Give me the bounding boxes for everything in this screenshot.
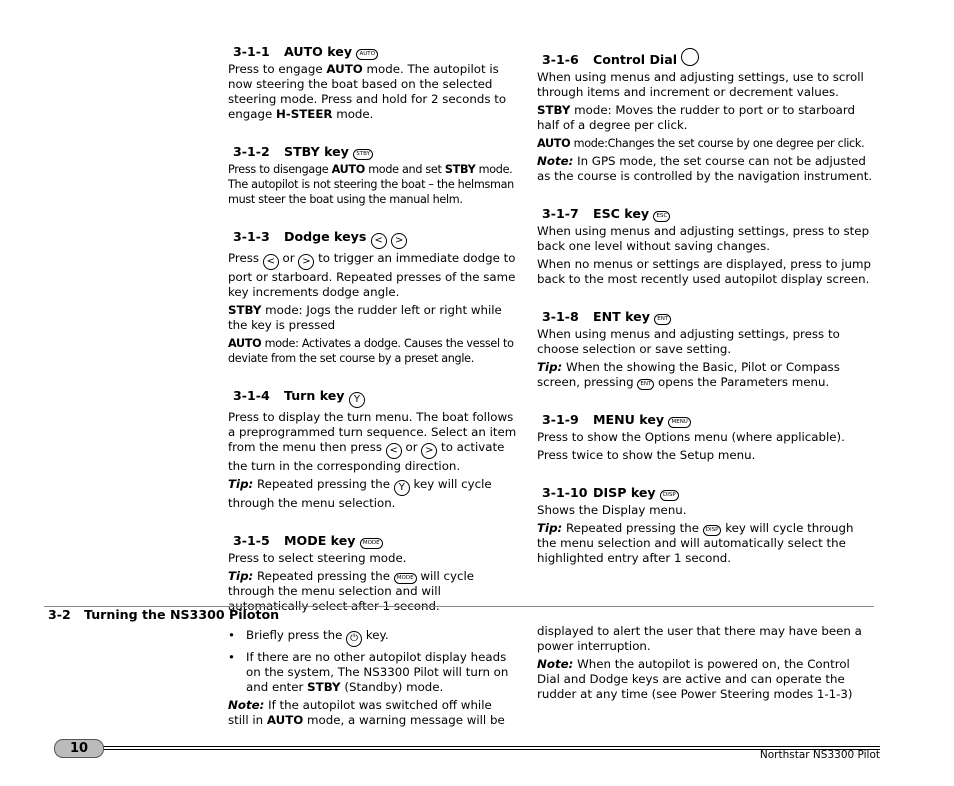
paragraph: Press to show the Options menu (where applicable). xyxy=(537,430,845,444)
paragraph: STBY mode: Jogs the rudder left or right while the key is pressed xyxy=(228,303,502,332)
section-3-1-10 xyxy=(537,485,873,566)
section-heading: 3-1-1 AUTO key AUTO xyxy=(233,44,520,60)
note: Note: When the autopilot is powered on, the Control Dial and Dodge keys are active and can operate the rudder at any time (see Power Steering modes 1-1-3) xyxy=(537,657,853,701)
section-heading: 3-1-4 Turn key Y xyxy=(233,388,520,408)
ent-key-icon: ENT xyxy=(637,379,654,390)
mode-key-icon: MODE xyxy=(394,573,417,584)
turn-key-icon: Y xyxy=(394,480,410,496)
dodge-left-icon: < xyxy=(386,443,402,459)
section-heading: 3-1-9 MENU key MENU xyxy=(542,412,873,428)
turn-key-icon: Y xyxy=(349,392,365,408)
section-heading: 3-1-10 DISP key DISP xyxy=(542,485,873,501)
mode-key-icon: MODE xyxy=(360,538,383,549)
note: Note: If the autopilot was switched off while still in AUTO mode, a warning message will be xyxy=(228,698,505,727)
paragraph: Shows the Display menu. xyxy=(537,503,687,517)
power-key-icon: ⏻ xyxy=(346,631,362,647)
section-heading: 3-1-7 ESC key ESC xyxy=(542,206,873,222)
paragraph: When using menus and adjusting settings, press to step back one level without saving changes. xyxy=(537,224,870,253)
paragraph: displayed to alert the user that there may have been a power interruption. xyxy=(537,624,862,653)
section-3-1-4 xyxy=(228,388,520,511)
section-heading: 3-1-6 Control Dial xyxy=(542,48,873,68)
section-3-1-8 xyxy=(537,309,873,390)
paragraph: Press to disengage AUTO mode and set STBY mode. The autopilot is not steering the boat – the helmsman must steer the boat using the manual helm. xyxy=(228,163,514,206)
footer-rule xyxy=(100,746,880,747)
page-number: 10 xyxy=(54,739,104,758)
control-dial-icon xyxy=(681,48,699,66)
paragraph: Press to engage AUTO mode. The autopilot is now steering the boat based on the selected steering mode. Press and hold for 2 seconds to engage H-STEER mode. xyxy=(228,62,507,121)
section-3-2-left-column xyxy=(228,628,512,731)
ent-key-icon: ENT xyxy=(654,314,671,325)
paragraph: Press < or > to trigger an immediate dodge to port or starboard. Repeated presses of the same key increments dodge angle. xyxy=(228,251,516,299)
paragraph: When using menus and adjusting settings, use to scroll through items and increment or decrement values. xyxy=(537,70,864,99)
auto-key-icon: AUTO xyxy=(356,49,377,60)
section-heading-3-2: 3-2 Turning the NS3300 Piloton xyxy=(48,607,280,622)
disp-key-icon: DISP xyxy=(660,490,679,501)
tip: Tip: Repeated pressing the MODE will cycle through the menu selection and will automatically select after 1 second. xyxy=(228,569,475,613)
esc-key-icon: ESC xyxy=(653,211,670,222)
dodge-left-icon: < xyxy=(263,254,279,270)
tip: Tip: When the showing the Basic, Pilot or Compass screen, pressing ENT opens the Parameters menu. xyxy=(537,360,840,389)
section-heading: 3-1-5 MODE key MODE xyxy=(233,533,520,549)
section-3-1-9 xyxy=(537,412,873,463)
section-heading: 3-1-3 Dodge keys < > xyxy=(233,229,520,249)
paragraph: AUTO mode:Changes the set course by one degree per click. xyxy=(537,137,865,150)
right-column xyxy=(537,48,873,569)
section-3-1-3 xyxy=(228,229,520,366)
paragraph: Press twice to show the Setup menu. xyxy=(537,448,756,462)
section-3-1-7 xyxy=(537,206,873,287)
dodge-right-icon: > xyxy=(298,254,314,270)
note: Note: In GPS mode, the set course can not be adjusted as the course is controlled by the navigation instrument. xyxy=(537,154,873,183)
section-heading: 3-1-2 STBY key STBY xyxy=(233,144,520,160)
list-item: • Briefly press the ⏻ key. xyxy=(228,628,512,647)
list-item: • If there are no other autopilot display heads on the system, The NS3300 Pilot will turn on and enter STBY (Standby) mode. xyxy=(228,650,512,695)
section-heading: 3-1-8 ENT key ENT xyxy=(542,309,873,325)
paragraph: Press to display the turn menu. The boat follows a preprogrammed turn sequence. Select an item from the menu then press < or > to activate the turn in the corresponding direction. xyxy=(228,410,517,473)
paragraph: When no menus or settings are displayed, press to jump back to the most recently used autopilot display screen. xyxy=(537,257,871,286)
section-3-1-2 xyxy=(228,144,520,207)
menu-key-icon: MENU xyxy=(668,417,690,428)
disp-key-icon: DISP xyxy=(703,525,722,536)
tip: Tip: Repeated pressing the Y key will cycle through the menu selection. xyxy=(228,477,492,510)
bullet-list xyxy=(228,628,512,695)
stby-key-icon: STBY xyxy=(353,149,373,160)
paragraph: When using menus and adjusting settings, press to choose selection or save setting. xyxy=(537,327,840,356)
dodge-left-icon: < xyxy=(371,233,387,249)
section-3-2-right-column xyxy=(537,624,873,705)
paragraph: AUTO mode: Activates a dodge. Causes the vessel to deviate from the set course by a preset angle. xyxy=(228,337,514,365)
paragraph: Press to select steering mode. xyxy=(228,551,407,565)
section-3-1-5 xyxy=(228,533,520,614)
dodge-right-icon: > xyxy=(391,233,407,249)
footer-title: Northstar NS3300 Pilot xyxy=(759,749,880,761)
paragraph: STBY mode: Moves the rudder to port or to starboard half of a degree per click. xyxy=(537,103,856,132)
section-3-1-6 xyxy=(537,48,873,184)
section-3-1-1 xyxy=(228,44,520,122)
tip: Tip: Repeated pressing the DISP key will cycle through the menu selection and will automatically select the highlighted entry after 1 second. xyxy=(537,521,854,565)
dodge-right-icon: > xyxy=(421,443,437,459)
left-column xyxy=(228,44,520,617)
